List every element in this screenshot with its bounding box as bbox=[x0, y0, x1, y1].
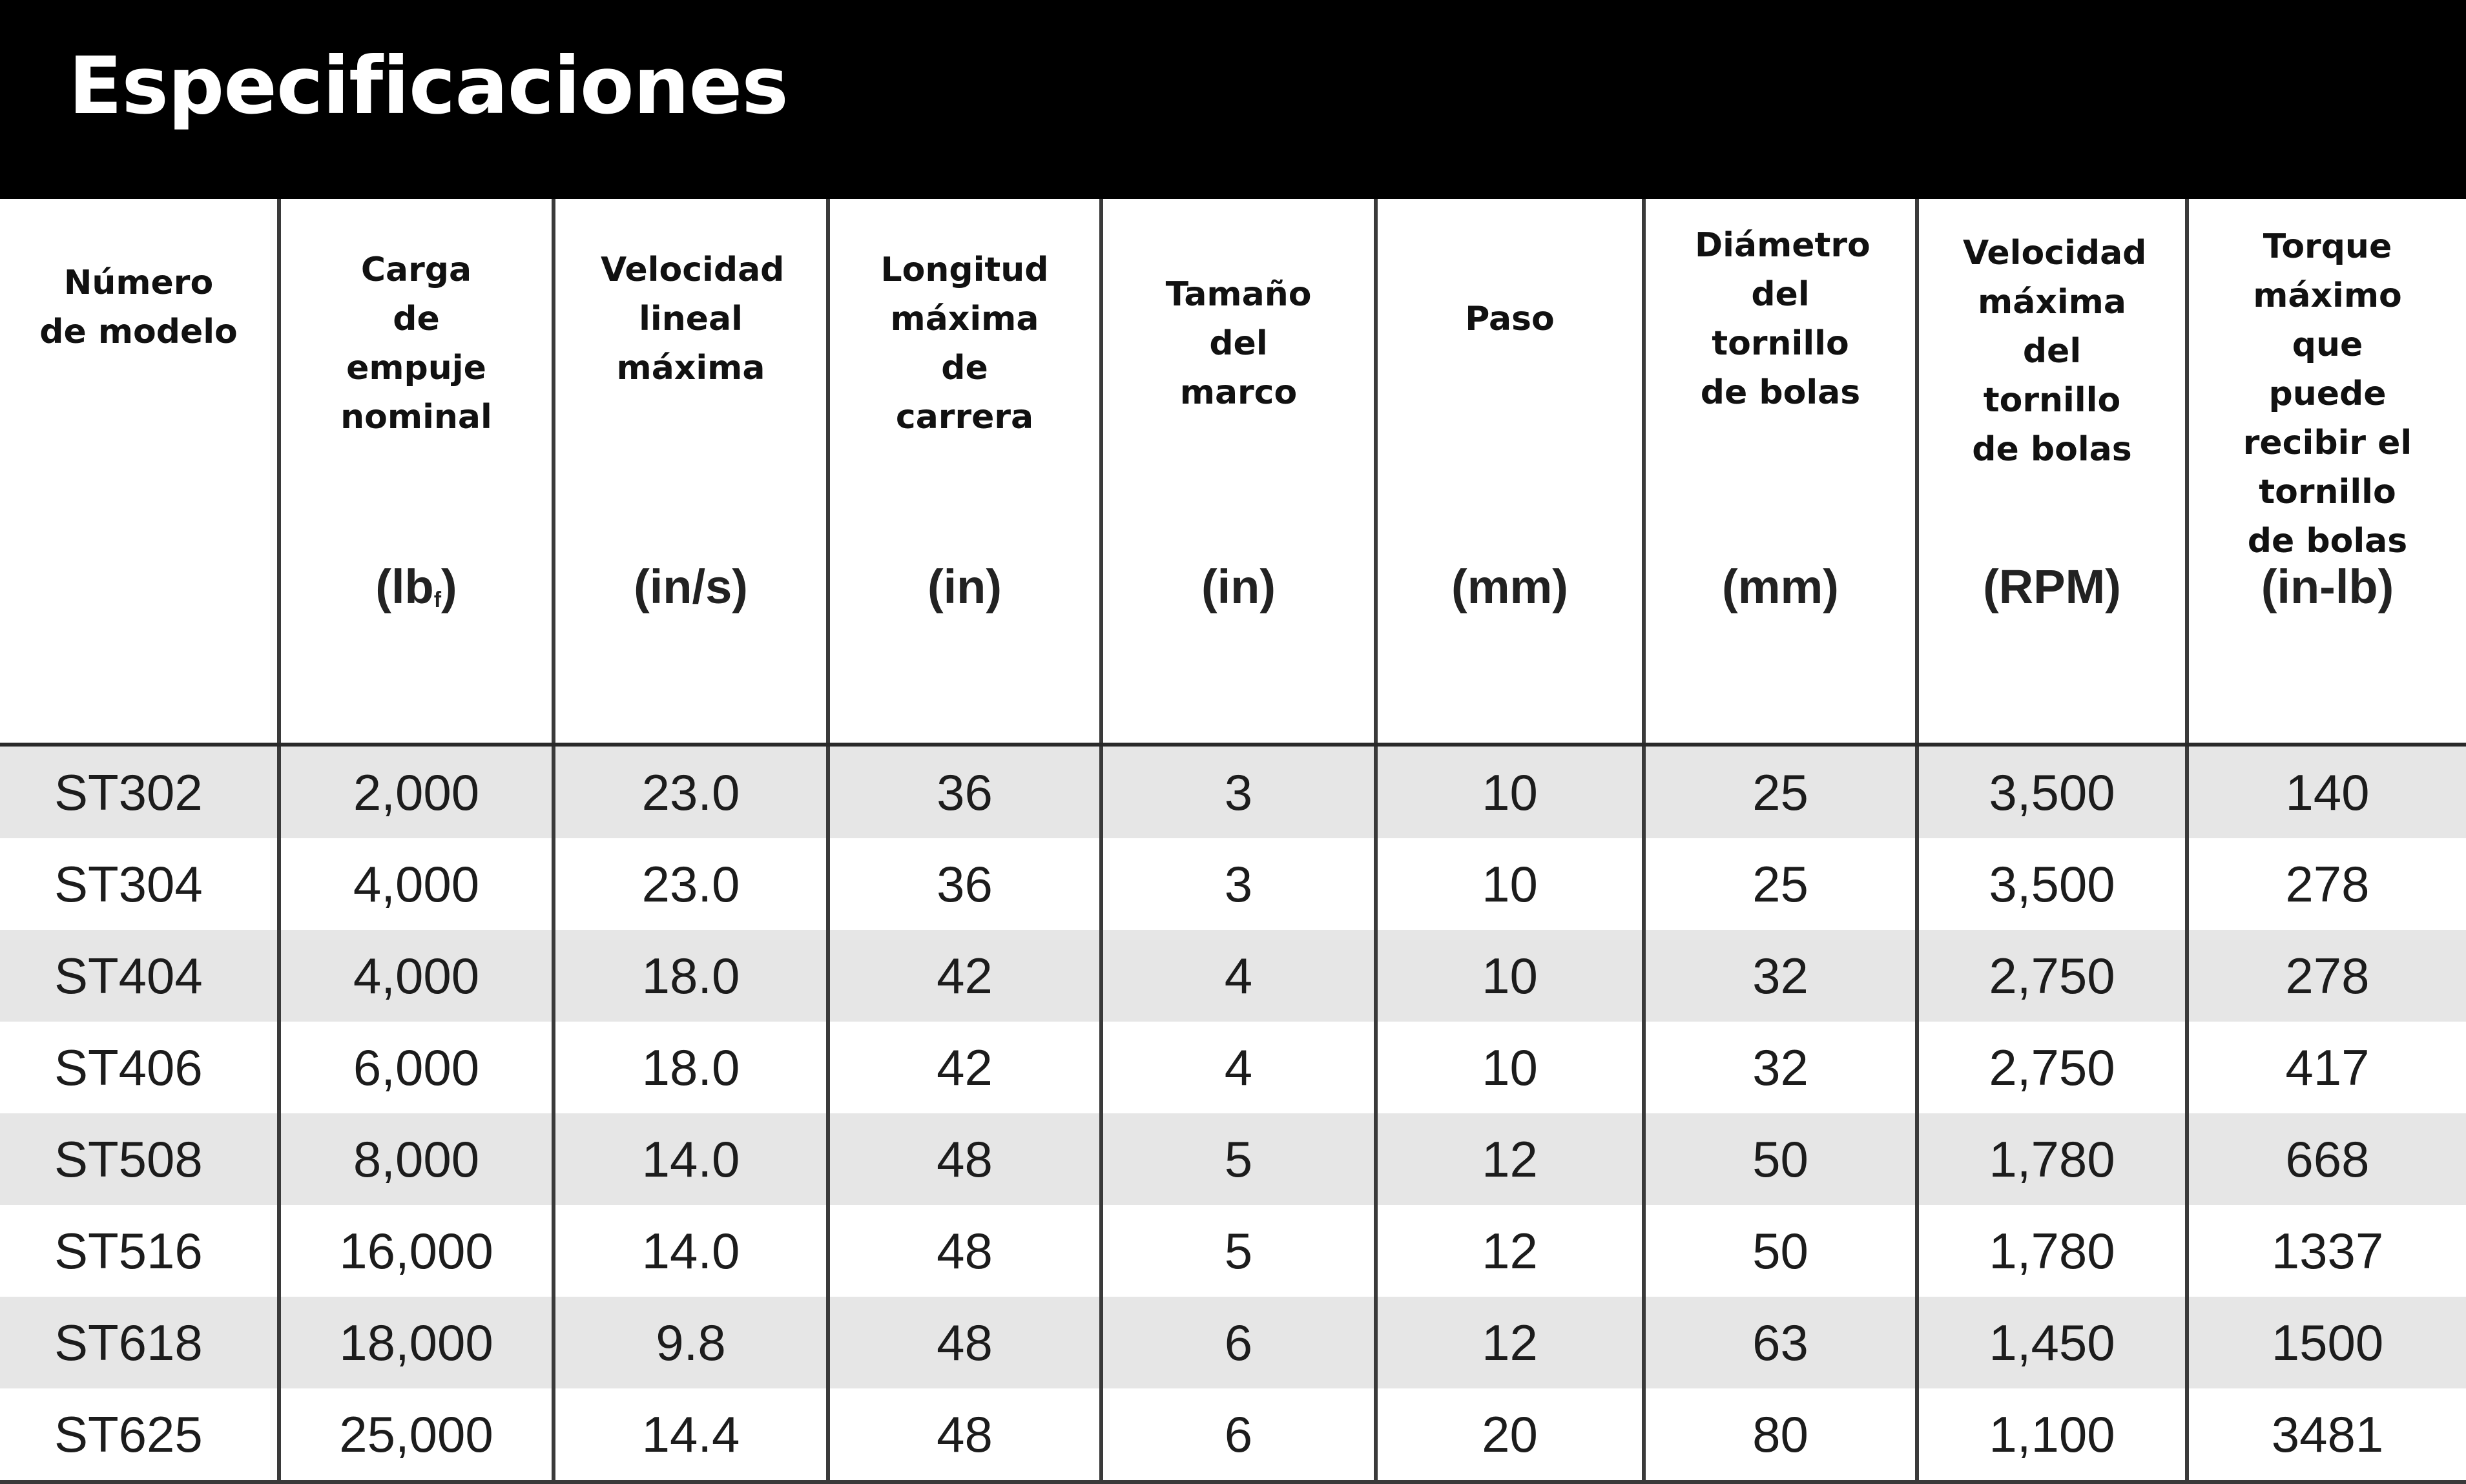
cell-screw-speed: 1,100 bbox=[1917, 1388, 2187, 1482]
cell-model: ST302 bbox=[0, 745, 279, 838]
cell-pitch: 20 bbox=[1376, 1388, 1644, 1482]
cell-max-torque: 1500 bbox=[2187, 1297, 2466, 1388]
header-label-pitch: Paso bbox=[1465, 300, 1555, 338]
cell-max-torque: 668 bbox=[2187, 1113, 2466, 1205]
cell-screw-speed: 2,750 bbox=[1917, 930, 2187, 1022]
cell-linear-speed: 23.0 bbox=[554, 745, 828, 838]
header-label-screw-diameter: Diámetro del tornillo de bolas bbox=[1695, 226, 1870, 412]
cell-linear-speed: 14.0 bbox=[554, 1205, 828, 1297]
cell-stroke-length: 48 bbox=[828, 1388, 1101, 1482]
cell-screw-diameter: 80 bbox=[1644, 1388, 1917, 1482]
header-unit-screw-speed: (RPM) bbox=[1983, 560, 2121, 613]
table-row bbox=[0, 1113, 2466, 1205]
cell-screw-speed: 1,780 bbox=[1917, 1113, 2187, 1205]
cell-pitch: 12 bbox=[1376, 1113, 1644, 1205]
cell-thrust-load: 8,000 bbox=[279, 1113, 554, 1205]
cell-thrust-load: 6,000 bbox=[279, 1022, 554, 1113]
cell-model: ST406 bbox=[0, 1022, 279, 1113]
cell-screw-diameter: 25 bbox=[1644, 745, 1917, 838]
table-row bbox=[0, 1297, 2466, 1388]
cell-pitch: 10 bbox=[1376, 745, 1644, 838]
cell-linear-speed: 23.0 bbox=[554, 838, 828, 930]
header-unit-linear-speed: (in/s) bbox=[634, 560, 748, 613]
cell-stroke-length: 48 bbox=[828, 1113, 1101, 1205]
cell-screw-diameter: 50 bbox=[1644, 1113, 1917, 1205]
cell-max-torque: 417 bbox=[2187, 1022, 2466, 1113]
table-row bbox=[0, 745, 2466, 838]
header-label-model: Número de modelo bbox=[39, 263, 238, 351]
header-label-linear-speed: Velocidad lineal máxima bbox=[601, 251, 785, 387]
cell-frame-size: 3 bbox=[1101, 838, 1376, 930]
cell-thrust-load: 25,000 bbox=[279, 1388, 554, 1482]
header-unit-pitch: (mm) bbox=[1451, 560, 1568, 613]
cell-max-torque: 278 bbox=[2187, 930, 2466, 1022]
cell-frame-size: 5 bbox=[1101, 1113, 1376, 1205]
cell-thrust-load: 4,000 bbox=[279, 930, 554, 1022]
cell-linear-speed: 9.8 bbox=[554, 1297, 828, 1388]
cell-frame-size: 6 bbox=[1101, 1297, 1376, 1388]
cell-thrust-load: 16,000 bbox=[279, 1205, 554, 1297]
table-header-row bbox=[0, 199, 2466, 745]
cell-model: ST516 bbox=[0, 1205, 279, 1297]
title-bar bbox=[0, 0, 2466, 199]
cell-linear-speed: 18.0 bbox=[554, 1022, 828, 1113]
header-unit-screw-diameter: (mm) bbox=[1722, 560, 1839, 613]
header-cell-frame-size bbox=[1101, 199, 1376, 745]
cell-stroke-length: 36 bbox=[828, 838, 1101, 930]
header-label-max-torque: Torque máximo que puede recibir el tornillo de bolas bbox=[2243, 227, 2412, 561]
header-cell-stroke-length bbox=[828, 199, 1101, 745]
header-cell-max-torque bbox=[2187, 199, 2466, 745]
cell-model: ST508 bbox=[0, 1113, 279, 1205]
page-title: Especificaciones bbox=[68, 40, 788, 132]
cell-thrust-load: 4,000 bbox=[279, 838, 554, 930]
cell-pitch: 10 bbox=[1376, 838, 1644, 930]
header-label-stroke-length: Longitud máxima de carrera bbox=[880, 251, 1049, 437]
cell-thrust-load: 18,000 bbox=[279, 1297, 554, 1388]
header-cell-linear-speed bbox=[554, 199, 828, 745]
cell-linear-speed: 14.4 bbox=[554, 1388, 828, 1482]
cell-linear-speed: 14.0 bbox=[554, 1113, 828, 1205]
cell-pitch: 10 bbox=[1376, 1022, 1644, 1113]
cell-pitch: 12 bbox=[1376, 1205, 1644, 1297]
cell-screw-speed: 3,500 bbox=[1917, 745, 2187, 838]
cell-pitch: 12 bbox=[1376, 1297, 1644, 1388]
cell-model: ST625 bbox=[0, 1388, 279, 1482]
header-unit-stroke-length: (in) bbox=[927, 560, 1002, 613]
cell-max-torque: 3481 bbox=[2187, 1388, 2466, 1482]
cell-screw-speed: 2,750 bbox=[1917, 1022, 2187, 1113]
cell-max-torque: 278 bbox=[2187, 838, 2466, 930]
cell-model: ST618 bbox=[0, 1297, 279, 1388]
cell-screw-speed: 1,780 bbox=[1917, 1205, 2187, 1297]
specifications-table bbox=[0, 199, 2466, 1484]
header-cell-model bbox=[0, 199, 279, 745]
cell-model: ST404 bbox=[0, 930, 279, 1022]
cell-stroke-length: 48 bbox=[828, 1297, 1101, 1388]
table-row bbox=[0, 1205, 2466, 1297]
cell-max-torque: 1337 bbox=[2187, 1205, 2466, 1297]
cell-frame-size: 6 bbox=[1101, 1388, 1376, 1482]
header-label-thrust-load: Carga de empuje nominal bbox=[340, 251, 492, 437]
cell-frame-size: 4 bbox=[1101, 930, 1376, 1022]
cell-max-torque: 140 bbox=[2187, 745, 2466, 838]
cell-screw-speed: 3,500 bbox=[1917, 838, 2187, 930]
cell-stroke-length: 48 bbox=[828, 1205, 1101, 1297]
header-cell-pitch bbox=[1376, 199, 1644, 745]
header-unit-frame-size: (in) bbox=[1201, 560, 1276, 613]
cell-screw-diameter: 50 bbox=[1644, 1205, 1917, 1297]
cell-pitch: 10 bbox=[1376, 930, 1644, 1022]
cell-frame-size: 4 bbox=[1101, 1022, 1376, 1113]
cell-linear-speed: 18.0 bbox=[554, 930, 828, 1022]
cell-stroke-length: 36 bbox=[828, 745, 1101, 838]
header-unit-max-torque: (in-lb) bbox=[2261, 560, 2394, 613]
header-cell-screw-diameter bbox=[1644, 199, 1917, 745]
header-label-frame-size: Tamaño del marco bbox=[1165, 275, 1312, 412]
cell-screw-diameter: 63 bbox=[1644, 1297, 1917, 1388]
cell-model: ST304 bbox=[0, 838, 279, 930]
table-row bbox=[0, 1022, 2466, 1113]
table-row bbox=[0, 1388, 2466, 1482]
cell-frame-size: 3 bbox=[1101, 745, 1376, 838]
cell-screw-diameter: 32 bbox=[1644, 1022, 1917, 1113]
table-row bbox=[0, 930, 2466, 1022]
cell-thrust-load: 2,000 bbox=[279, 745, 554, 838]
header-label-screw-speed: Velocidad máxima del tornillo de bolas bbox=[1963, 234, 2147, 469]
cell-screw-diameter: 25 bbox=[1644, 838, 1917, 930]
cell-frame-size: 5 bbox=[1101, 1205, 1376, 1297]
cell-stroke-length: 42 bbox=[828, 1022, 1101, 1113]
cell-stroke-length: 42 bbox=[828, 930, 1101, 1022]
cell-screw-diameter: 32 bbox=[1644, 930, 1917, 1022]
cell-screw-speed: 1,450 bbox=[1917, 1297, 2187, 1388]
header-cell-screw-speed bbox=[1917, 199, 2187, 745]
header-unit-thrust-load: $(lb_f)$ bbox=[375, 560, 457, 613]
header-cell-thrust-load bbox=[279, 199, 554, 745]
table-row bbox=[0, 838, 2466, 930]
